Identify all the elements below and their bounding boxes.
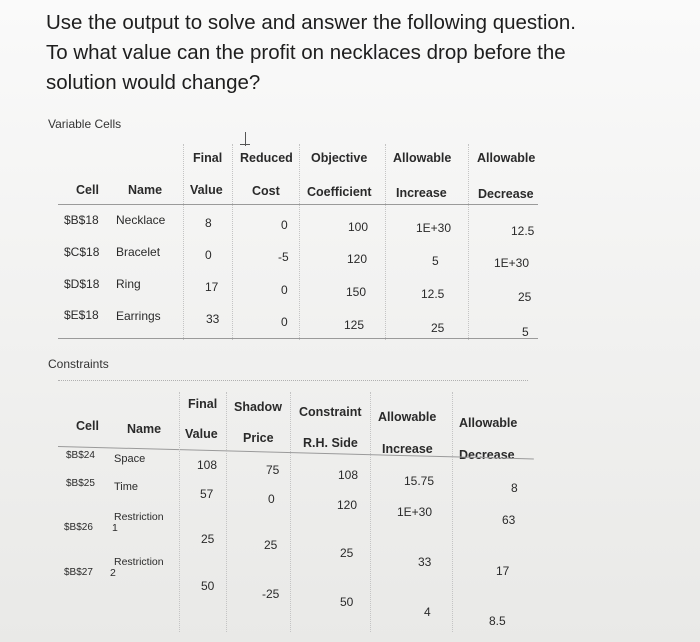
vc-header-value: Value bbox=[190, 183, 223, 197]
ct-cell-final: 50 bbox=[201, 579, 215, 593]
ct-cell-shadow: 75 bbox=[266, 463, 280, 477]
vc-header-rule bbox=[58, 204, 538, 205]
ct-cell-increase: 4 bbox=[424, 605, 431, 619]
ct-header-cell: Cell bbox=[76, 419, 99, 433]
vc-cell-objective: 120 bbox=[347, 252, 368, 266]
ct-cell-decrease: 17 bbox=[496, 564, 510, 578]
vc-cell-objective: 100 bbox=[348, 220, 369, 234]
vc-header-allowable-dec: Allowable bbox=[477, 151, 536, 165]
vc-cell-reduced: 0 bbox=[281, 218, 288, 232]
ct-cell-final: 108 bbox=[197, 458, 218, 472]
pen-mark bbox=[240, 144, 250, 145]
vc-cell-reduced: -5 bbox=[278, 250, 289, 264]
question-line-1: Use the output to solve and answer the following question. bbox=[46, 11, 576, 34]
ct-cell-final: 57 bbox=[200, 487, 214, 501]
vc-header-final: Final bbox=[193, 151, 223, 165]
column-divider bbox=[232, 144, 233, 340]
ct-cell-rhs: 120 bbox=[337, 498, 358, 512]
vc-header-increase: Increase bbox=[396, 186, 447, 200]
vc-cell-reduced: 0 bbox=[281, 283, 288, 297]
vc-header-cost: Cost bbox=[252, 184, 280, 198]
ct-header-name: Name bbox=[127, 422, 162, 436]
ct-header-value: Value bbox=[185, 427, 218, 441]
ct-cell-ref: $B$27 bbox=[64, 567, 93, 578]
ct-cell-increase: 33 bbox=[418, 555, 432, 569]
vc-cell-increase: 25 bbox=[431, 321, 445, 335]
vc-cell-decrease: 25 bbox=[518, 290, 532, 304]
column-divider bbox=[452, 392, 453, 632]
vc-header-objective: Objective bbox=[311, 151, 368, 165]
ct-cell-decrease: 8 bbox=[511, 481, 518, 495]
vc-cell-final: 17 bbox=[205, 280, 219, 294]
ct-cell-shadow: -25 bbox=[262, 587, 280, 601]
vc-cell-objective: 150 bbox=[346, 285, 367, 299]
vc-header-reduced: Reduced bbox=[240, 151, 293, 165]
ct-cell-decrease: 63 bbox=[502, 513, 516, 527]
vc-cell-reduced: 0 bbox=[281, 315, 288, 329]
ct-cell-name-line2: 2 bbox=[110, 567, 116, 579]
vc-cell-decrease: 12.5 bbox=[511, 224, 535, 238]
ct-header-final: Final bbox=[188, 397, 218, 411]
ct-cell-increase: 15.75 bbox=[404, 474, 435, 488]
question-text bbox=[46, 8, 666, 98]
ct-cell-name: Time bbox=[114, 481, 139, 493]
column-divider bbox=[183, 144, 184, 340]
ct-cell-name-line2: 1 bbox=[112, 522, 118, 534]
ct-header-increase: Increase bbox=[382, 442, 433, 456]
vc-cell-final: 0 bbox=[205, 248, 212, 262]
column-divider bbox=[370, 392, 371, 632]
vc-cell-decrease: 1E+30 bbox=[494, 256, 530, 270]
column-divider bbox=[385, 144, 386, 340]
constraints-top-rule bbox=[58, 380, 528, 381]
vc-header-allowable-inc: Allowable bbox=[393, 151, 452, 165]
vc-cell-name: Bracelet bbox=[116, 245, 161, 259]
ct-cell-ref: $B$26 bbox=[64, 522, 93, 533]
constraints-label: Constraints bbox=[48, 357, 109, 371]
vc-cell-objective: 125 bbox=[344, 318, 365, 332]
ct-header-rhs: R.H. Side bbox=[303, 436, 358, 450]
ct-header-shadow: Shadow bbox=[234, 400, 282, 414]
vc-cell-name: Earrings bbox=[116, 309, 161, 323]
ct-cell-rhs: 108 bbox=[338, 468, 359, 482]
ct-cell-shadow: 0 bbox=[268, 492, 275, 506]
ct-header-allowable-dec: Allowable bbox=[459, 416, 518, 430]
vc-bottom-rule bbox=[58, 338, 538, 339]
ct-cell-rhs: 50 bbox=[340, 595, 354, 609]
ct-cell-increase: 1E+30 bbox=[397, 505, 433, 519]
column-divider bbox=[226, 392, 227, 632]
column-divider bbox=[468, 144, 469, 340]
column-divider bbox=[290, 392, 291, 632]
ct-header-allowable-inc: Allowable bbox=[378, 410, 437, 424]
vc-cell-increase: 5 bbox=[432, 254, 439, 268]
ct-header-price: Price bbox=[243, 431, 274, 445]
question-line-2: To what value can the profit on necklaces drop before the bbox=[46, 41, 566, 64]
ct-cell-name-line1: Restriction bbox=[114, 511, 164, 523]
vc-cell-increase: 1E+30 bbox=[416, 221, 452, 235]
ct-cell-shadow: 25 bbox=[264, 538, 278, 552]
vc-cell-name: Ring bbox=[116, 277, 141, 291]
variable-cells-label: Variable Cells bbox=[48, 117, 122, 131]
vc-cell-name: Necklace bbox=[116, 213, 166, 227]
vc-cell-decrease: 5 bbox=[522, 325, 529, 339]
vc-cell-ref: $E$18 bbox=[64, 308, 99, 322]
ct-cell-rhs: 25 bbox=[340, 546, 354, 560]
vc-header-cell: Cell bbox=[76, 183, 99, 197]
column-divider bbox=[299, 144, 300, 340]
vc-cell-ref: $D$18 bbox=[64, 277, 100, 291]
ct-cell-final: 25 bbox=[201, 532, 215, 546]
vc-cell-increase: 12.5 bbox=[421, 287, 445, 301]
vc-header-decrease: Decrease bbox=[478, 187, 534, 201]
ct-header-decrease: Decrease bbox=[459, 448, 515, 462]
ct-cell-name-line1: Restriction bbox=[114, 556, 164, 568]
question-line-3: solution would change? bbox=[46, 71, 261, 94]
vc-cell-final: 33 bbox=[206, 312, 220, 326]
vc-cell-final: 8 bbox=[205, 216, 212, 230]
ct-cell-name: Space bbox=[114, 453, 146, 465]
vc-header-name: Name bbox=[128, 183, 163, 197]
ct-cell-ref: $B$25 bbox=[66, 478, 95, 489]
vc-cell-ref: $B$18 bbox=[64, 213, 99, 227]
ct-cell-decrease: 8.5 bbox=[489, 614, 506, 628]
vc-cell-ref: $C$18 bbox=[64, 245, 100, 259]
ct-cell-ref: $B$24 bbox=[66, 450, 95, 461]
ct-header-constraint: Constraint bbox=[299, 405, 362, 419]
column-divider bbox=[179, 392, 180, 632]
vc-header-coefficient: Coefficient bbox=[307, 185, 372, 199]
